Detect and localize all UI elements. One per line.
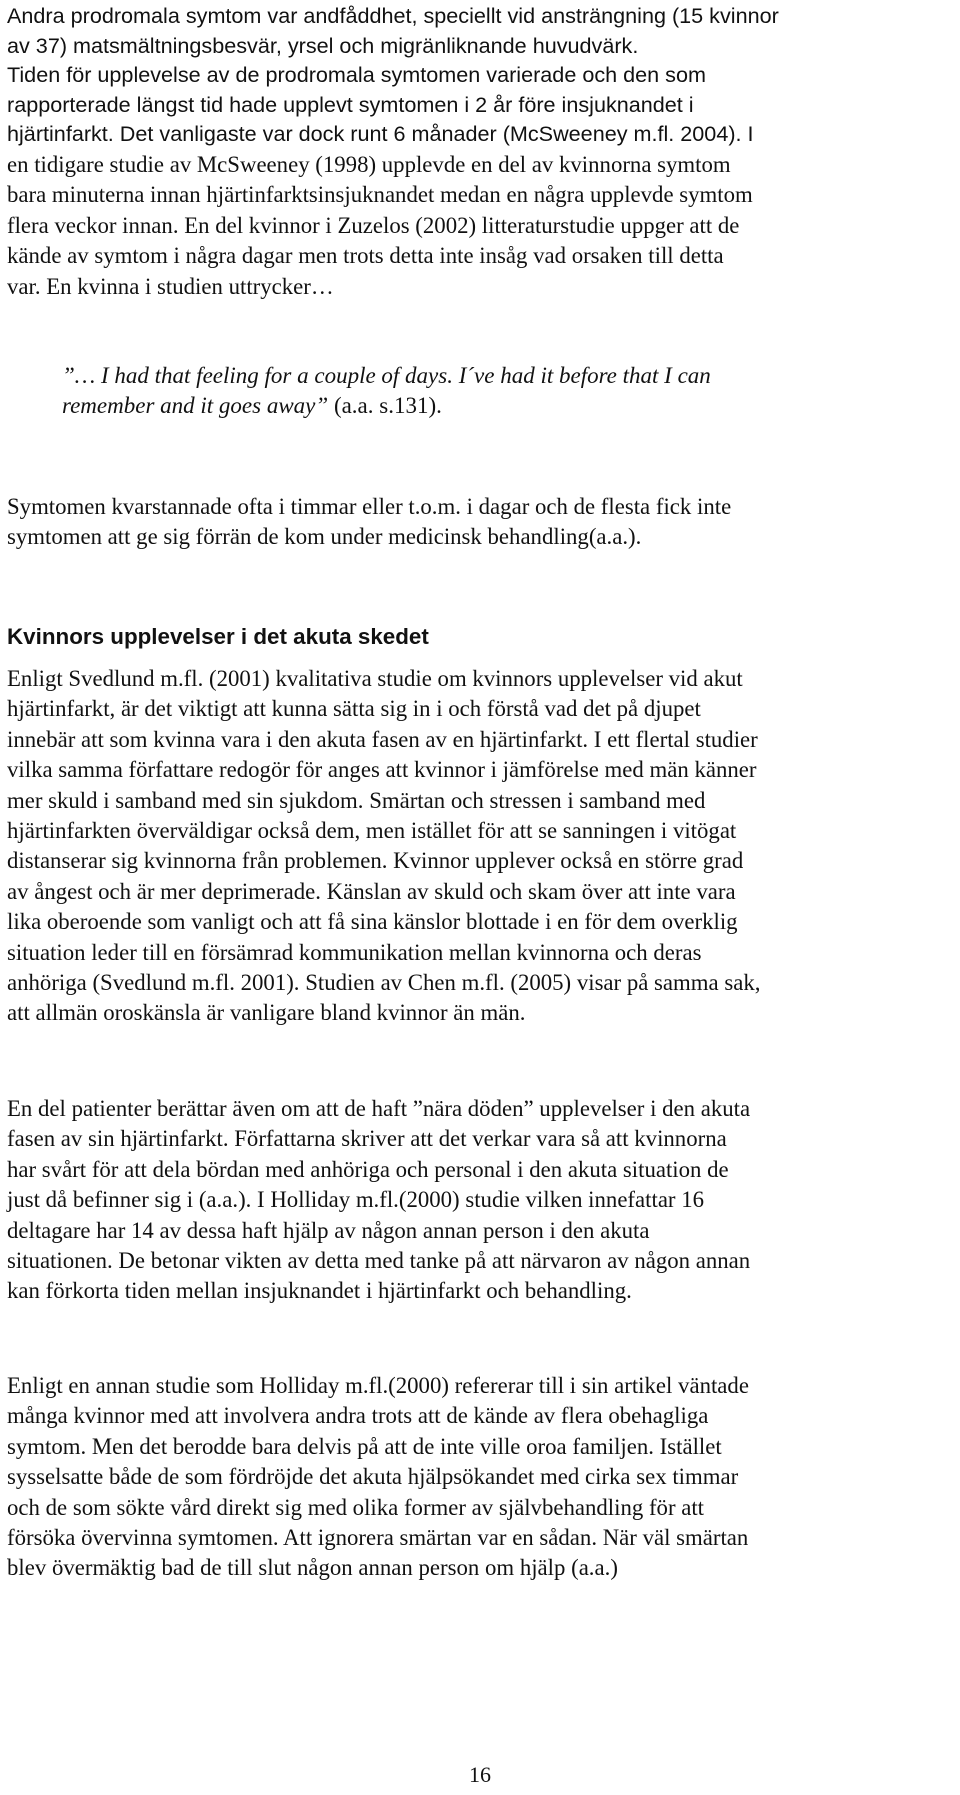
page-number: 16 [469, 1762, 491, 1787]
quote-text: remember and it goes away” [62, 393, 329, 419]
text-line: vilka samma författare redogör för anges att kvinnor i jämförelse med män känner [7, 757, 757, 783]
intro-paragraph-sans [7, 1, 952, 149]
text-line: deltagare har 14 av dessa haft hjälp av någon annan person i den akuta [7, 1217, 650, 1243]
text-line: hjärtinfarkten överväldigar också dem, men istället för att se sanningen i vitögat [7, 818, 737, 844]
text-line: att allmän oroskänsla är vanligare bland kvinnor än män. [7, 1000, 526, 1026]
text-line: Andra prodromala symtom var andfåddhet, speciellt vid ansträngning (15 kvinnor [7, 3, 779, 28]
text-line: och de som sökte vård direkt sig med olika former av självbehandling för att [7, 1494, 705, 1520]
symptoms-paragraph [7, 492, 952, 553]
text-line: Enligt en annan studie som Holliday m.fl.(2000) refererar till i sin artikel väntade [7, 1373, 749, 1398]
intro-paragraph-serif [7, 150, 952, 302]
text-line: flera veckor innan. En del kvinnor i Zuzelos (2002) litteraturstudie uppger att de [7, 212, 740, 238]
text-line: kan förkorta tiden mellan insjuknandet i hjärtinfarkt och behandling. [7, 1278, 632, 1304]
text-line: symtom. Men det berodde bara delvis på att de inte ville oroa familjen. Istället [7, 1433, 722, 1459]
text-line: många kvinnor med att involvera andra trots att de kände av flera obehagliga [7, 1403, 709, 1429]
text-line: av 37) matsmältningsbesvär, yrsel och migränliknande huvudvärk. [7, 32, 639, 58]
text-line: Symtomen kvarstannade ofta i timmar eller t.o.m. i dagar och de flesta fick inte [7, 494, 732, 519]
text-line: anhöriga (Svedlund m.fl. 2001). Studien av Chen m.fl. (2005) visar på samma sak, [7, 970, 761, 996]
quote-citation: (a.a. s.131). [328, 393, 442, 419]
quote-line [62, 391, 942, 421]
text-line: en tidigare studie av McSweeney (1998) upplevde en del av kvinnorna symtom [7, 152, 731, 177]
text-line: situation leder till en försämrad kommunikation mellan kvinnorna och deras [7, 939, 702, 965]
section-heading: Kvinnors upplevelser i det akuta skedet [7, 624, 429, 649]
text-line: försöka övervinna symtomen. Att ignorera smärtan var en sådan. När väl smärtan [7, 1525, 749, 1551]
text-line: bara minuterna innan hjärtinfarktsinsjuknandet medan en några upplevde symtom [7, 182, 753, 208]
block-quote [62, 361, 942, 422]
text-line: hjärtinfarkt. Det vanligaste var dock runt 6 månader (McSweeney m.fl. 2004). I [7, 121, 754, 147]
text-line: mer skuld i samband med sin sjukdom. Smärtan och stressen i samband med [7, 787, 706, 813]
text-line: distanserar sig kvinnorna från problemen. Kvinnor upplever också en större grad [7, 848, 744, 874]
text-line: Tiden för upplevelse av de prodromala symtomen varierade och den som [7, 62, 706, 88]
text-line: blev övermäktig bad de till slut någon annan person om hjälp (a.a.) [7, 1555, 618, 1581]
text-line: sysselsatte både de som fördröjde det akuta hjälpsökandet med cirka sex timmar [7, 1464, 739, 1490]
text-line: Enligt Svedlund m.fl. (2001) kvalitativa studie om kvinnors upplevelser vid akut [7, 666, 743, 691]
quote-line: ”… I had that feeling for a couple of days. I´ve had it before that I can [62, 363, 711, 388]
text-line: just då befinner sig i (a.a.). I Holliday m.fl.(2000) studie vilken innefattar 16 [7, 1187, 705, 1213]
text-line: har svårt för att dela bördan med anhöriga och personal i den akuta situation de [7, 1156, 729, 1182]
text-line: hjärtinfarkt, är det viktigt att kunna sätta sig in i och förstå vad det på djupet [7, 696, 701, 722]
text-line: var. En kvinna i studien uttrycker… [7, 273, 334, 299]
text-line: symtomen att ge sig förrän de kom under medicinsk behandling(a.a.). [7, 524, 642, 550]
acute-phase-paragraph [7, 664, 952, 1029]
holliday-paragraph [7, 1371, 952, 1584]
text-line: av ångest och är mer deprimerade. Känslan av skuld och skam över att inte vara [7, 878, 736, 904]
text-line: fasen av sin hjärtinfarkt. Författarna skriver att det verkar vara så att kvinnorna [7, 1126, 727, 1152]
near-death-paragraph [7, 1094, 952, 1307]
text-line: situationen. De betonar vikten av detta med tanke på att närvaron av någon annan [7, 1248, 751, 1274]
text-line: lika oberoende som vanligt och att få sina känslor blottade i en för dem overklig [7, 909, 738, 935]
text-line: rapporterade längst tid hade upplevt symtomen i 2 år före insjuknandet i [7, 91, 694, 117]
text-line: innebär att som kvinna vara i den akuta fasen av en hjärtinfarkt. I ett flertal studier [7, 726, 758, 752]
text-line: En del patienter berättar även om att de haft ”nära döden” upplevelser i den akuta [7, 1096, 751, 1121]
text-line: kände av symtom i några dagar men trots detta inte insåg vad orsaken till detta [7, 243, 724, 269]
